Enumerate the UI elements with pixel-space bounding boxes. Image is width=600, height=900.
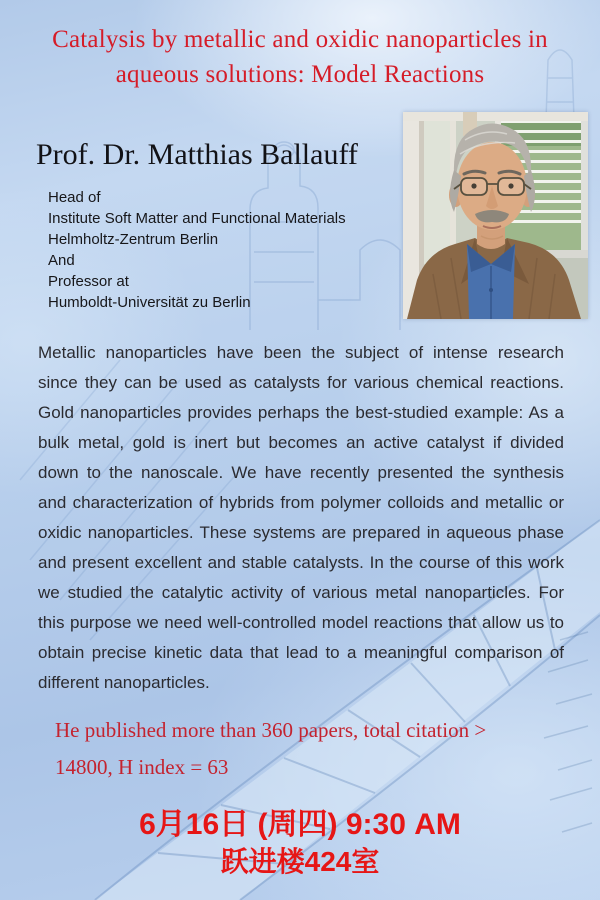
affiliation-line: Professor at bbox=[48, 273, 129, 290]
citation-line-2: 14800, H index = 63 bbox=[55, 755, 229, 779]
speaker-name: Prof. Dr. Matthias Ballauff bbox=[36, 138, 358, 171]
affiliation-line: And bbox=[48, 252, 75, 269]
affiliation-line: Humboldt-Universität zu Berlin bbox=[48, 294, 251, 311]
event-location: 跃进楼424室 bbox=[220, 846, 380, 877]
citation-note bbox=[55, 712, 560, 786]
event-datetime: 6月16日 (周四) 9:30 AM bbox=[139, 808, 461, 841]
event-info bbox=[0, 806, 600, 880]
citation-line-1: He published more than 360 papers, total citation > bbox=[55, 718, 487, 742]
affiliation-line: Institute Soft Matter and Functional Materials bbox=[48, 210, 346, 227]
poster-title-line-2: aqueous solutions: Model Reactions bbox=[115, 61, 485, 88]
speaker-affiliation bbox=[48, 187, 346, 313]
poster-title-line-1: Catalysis by metallic and oxidic nanoparticles in bbox=[52, 26, 548, 53]
poster-title bbox=[0, 22, 600, 92]
abstract-paragraph: Metallic nanoparticles have been the subject of intense research since they can be used as catalysts for various chemical reactions. Gold nanoparticles provides perhaps the best-studied example: As a bulk metal, gold is inert but becomes an active catalyst if divided down to the nanoscale. We have recently presented the synthesis and characterization of hybrids from polymer colloids and metallic or oxidic nanoparticles. These systems are prepared in aqueous phase and present excellent and stable catalysts. In the course of this work we studied the catalytic activity of various metal nanoparticles. For this purpose we need well-controlled model reactions that allow us to obtain precise kinetic data that lead to a meaningful comparison of different nanoparticles. bbox=[38, 343, 564, 692]
speaker-portrait-icon bbox=[403, 112, 588, 319]
speaker-photo bbox=[403, 112, 588, 319]
affiliation-line: Helmholtz-Zentrum Berlin bbox=[48, 231, 219, 248]
affiliation-line: Head of bbox=[48, 189, 101, 206]
